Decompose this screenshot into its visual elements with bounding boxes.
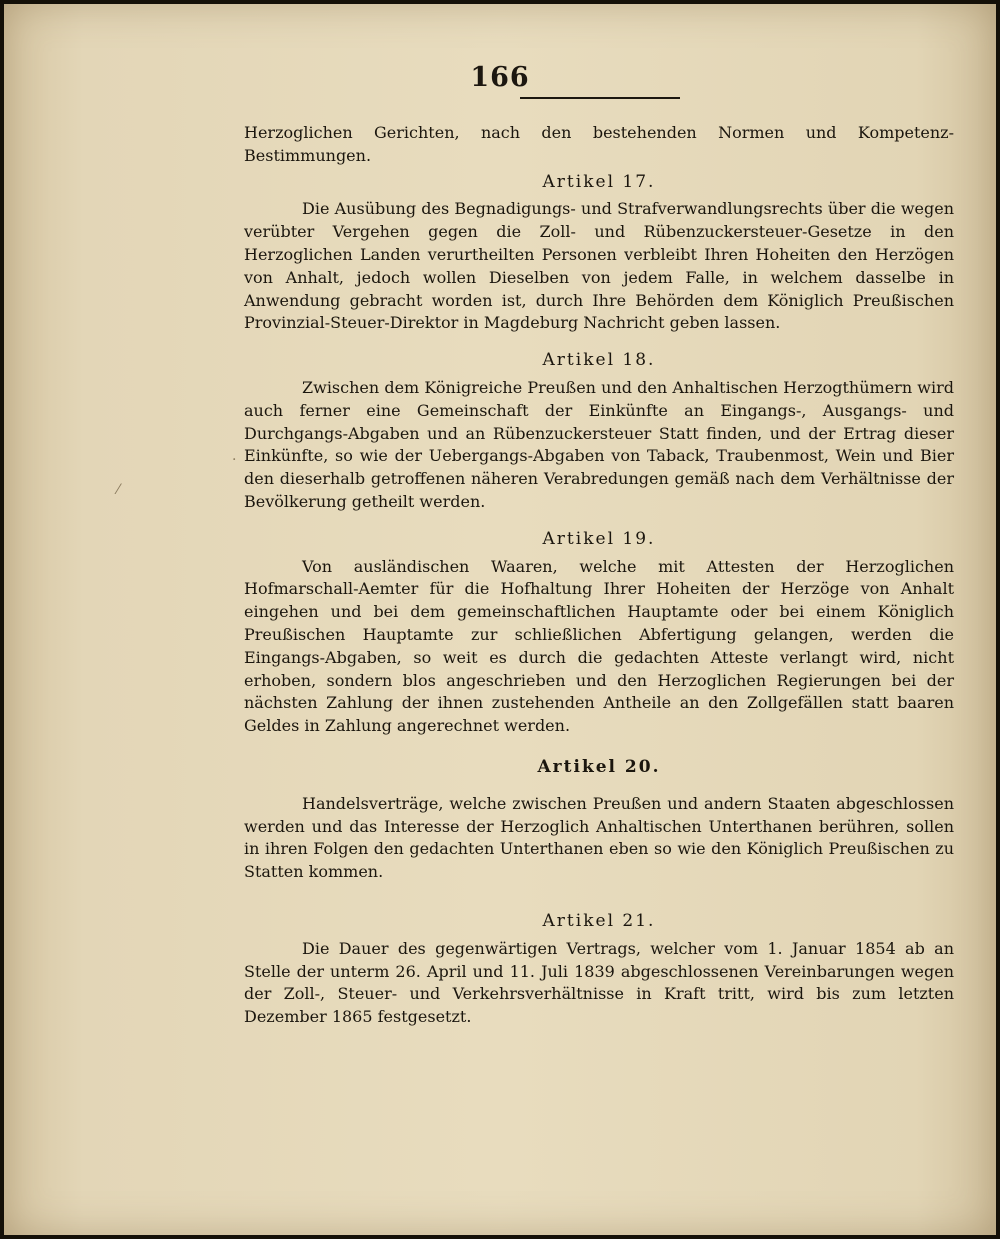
article-17-text: Die Ausübung des Begnadigungs- und Strafverwandlungsrechts über die wegen verübter Vergehen gegen die Zoll- und Rübenzuckersteuer-Gesetze in den Herzoglichen Landen verurtheilten Personen verbleibt Ihren Hoheiten den Herzögen von Anhalt, jedoch wollen Dieselben von jedem Falle, in welchem dasselbe in Anwendung gebracht worden ist, durch Ihre Behörden dem Königlich Preußischen Provinzial-Steuer-Direktor in Magdeburg Nachricht geben lassen. [244, 199, 954, 333]
article-19-text: Von ausländischen Waaren, welche mit Attesten der Herzoglichen Hofmarschall-Aemter für die Hofhaltung Ihrer Hoheiten der Herzöge von Anhalt eingehen und bei dem gemeinschaftlichen Hauptamte oder bei einem Königlich Preußischen Hauptamte zur schließlichen Abfertigung gelangen, werden die Eingangs-Abgaben, so weit es durch die gedachten Atteste verlangt wird, nicht erhoben, sondern blos angeschrieben und den Herzoglichen Regierungen bei der nächsten Zahlung der ihnen zustehenden Antheile an den Zollgefällen statt baaren Geldes in Zahlung angerechnet werden. [244, 556, 954, 736]
article-18-heading: Artikel 18. [542, 350, 656, 371]
article-18-text: Zwischen dem Königreiche Preußen und den Anhaltischen Herzogthümern wird auch ferner eine Gemeinschaft der Einkünfte an Eingangs-, Ausgangs- und Durchgangs-Abgaben und an Rübenzuckersteuer Statt finden, und der Ertrag dieser Einkünfte, so wie der Uebergangs-Abgaben von Taback, Traubenmost, Wein und Bier den dieserhalb getroffenen näheren Verabredungen gemäß nach dem Verhältnisse der Bevölkerung getheilt werden. [244, 377, 954, 511]
article-20-text: Handelsverträge, welche zwischen Preußen und andern Staaten abgeschlossen werden und das Interesse der Herzoglich Anhaltischen Unterthanen berühren, sollen in ihren Folgen den gedachten Unterthanen eben so wie den Königlich Preußischen zu Statten kommen. [244, 793, 954, 882]
margin-dot: · [232, 452, 237, 468]
page-number: 166 [470, 62, 530, 93]
article-20-heading: Artikel 20. [537, 756, 661, 777]
article-21-heading: Artikel 21. [542, 910, 656, 931]
intro-paragraph: Herzoglichen Gerichten, nach den bestehenden Normen und Kompetenz-Bestimmungen. [244, 123, 954, 165]
document-body [244, 122, 954, 1029]
article-21-text: Die Dauer des gegenwärtigen Vertrags, welcher vom 1. Januar 1854 ab an Stelle der unterm 26. April und 11. Juli 1839 abgeschlossenen Vereinbarungen wegen der Zoll-, Steuer- und Verkehrsverhältnisse in Kraft tritt, wird bis zum letzten Dezember 1865 festgesetzt. [244, 938, 954, 1027]
article-19-heading: Artikel 19. [542, 528, 656, 549]
article-17-heading: Artikel 17. [542, 171, 656, 192]
document-page [4, 4, 996, 1235]
header-rule [520, 97, 680, 99]
margin-mark: ⁄ [117, 482, 120, 498]
